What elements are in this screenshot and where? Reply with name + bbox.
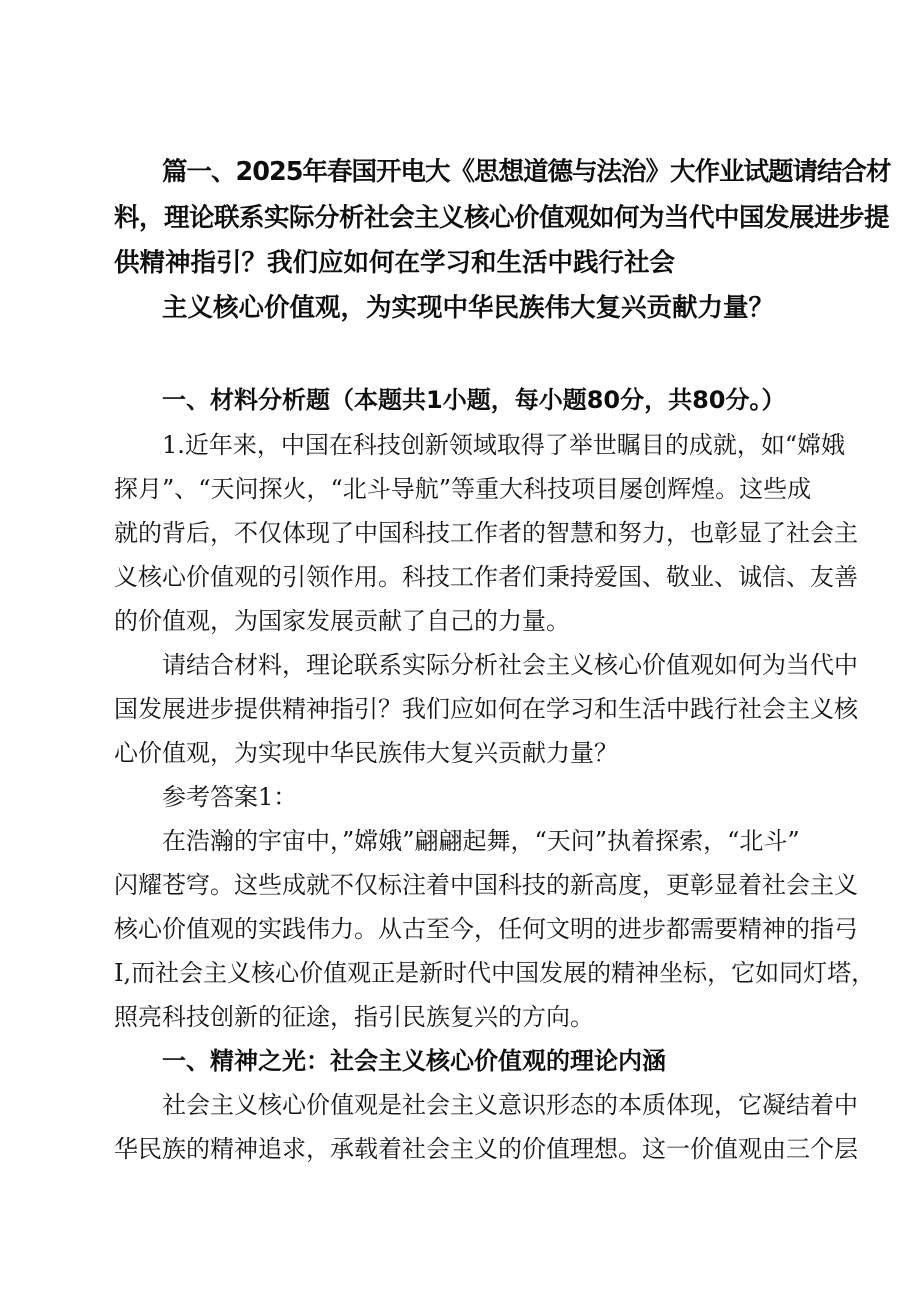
title-line-4: 主义核心价值观，为实现中华民族伟大复兴贡献力量？ — [162, 293, 775, 323]
question-line-1: 1.近年来，中国在科技创新领域取得了举世瞩目的成就，如“嫦娥 — [162, 431, 846, 459]
title-line-3: 供精神指引？我们应如何在学习和生活中践行社会 — [114, 248, 676, 278]
prompt-line-2: 国发展进步提供精神指引？我们应如何在学习和生活中践行社会主义核 — [114, 695, 858, 723]
question-line-5: 的价值观，为国家发展贡献了自己的力量。 — [114, 607, 570, 635]
answer-line-2: 闪耀苍穹。这些成就不仅标注着中国科技的新高度，更彰显着社会主义 — [114, 871, 858, 899]
answer-line-1: 在浩瀚的宇宙中，”嫦娥”翩翩起舞，“天问”执着探索，“北斗” — [162, 827, 800, 855]
question-line-2: 探月”、“天问探火，“北斗导航”等重大科技项目屡创辉煌。这些成 — [114, 475, 812, 503]
prompt-line-3: 心价值观，为实现中华民族伟大复兴贡献力量？ — [114, 739, 618, 767]
answer-line-3: 核心价值观的实践伟力。从古至今，任何文明的进步都需要精神的指弓 — [114, 915, 858, 943]
closing-line-2: 华民族的精神追求，承载着社会主义的价值理想。这一价值观由三个层 — [114, 1135, 858, 1163]
question-line-3: 就的背后，不仅体现了中国科技工作者的智慧和努力，也彰显了社会主 — [114, 519, 858, 547]
subheading: 一、精神之光：社会主义核心价值观的理论内涵 — [162, 1047, 666, 1075]
answer-line-5: 照亮科技创新的征途，指引民族复兴的方向。 — [114, 1003, 594, 1031]
answer-label: 参考答案1： — [162, 783, 298, 811]
section-heading: 一、材料分析题（本题共1小题，每小题80分，共80分。） — [162, 386, 786, 414]
answer-line-4: I,而社会主义核心价值观正是新时代中国发展的精神坐标，它如同灯塔， — [114, 959, 876, 987]
closing-line-1: 社会主义核心价值观是社会主义意识形态的本质体现，它凝结着中 — [162, 1091, 858, 1119]
question-line-4: 义核心价值观的引领作用。科技工作者们秉持爱国、敬业、诚信、友善 — [114, 563, 858, 591]
prompt-line-1: 请结合材料，理论联系实际分析社会主义核心价值观如何为当代中 — [162, 651, 858, 679]
title-line-2: 料，理论联系实际分析社会主义核心价值观如何为当代中国发展进步提 — [114, 203, 890, 233]
title-line-1: 篇一、2025年春国开电大《思想道德与法治》大作业试题请结合材 — [162, 157, 891, 187]
